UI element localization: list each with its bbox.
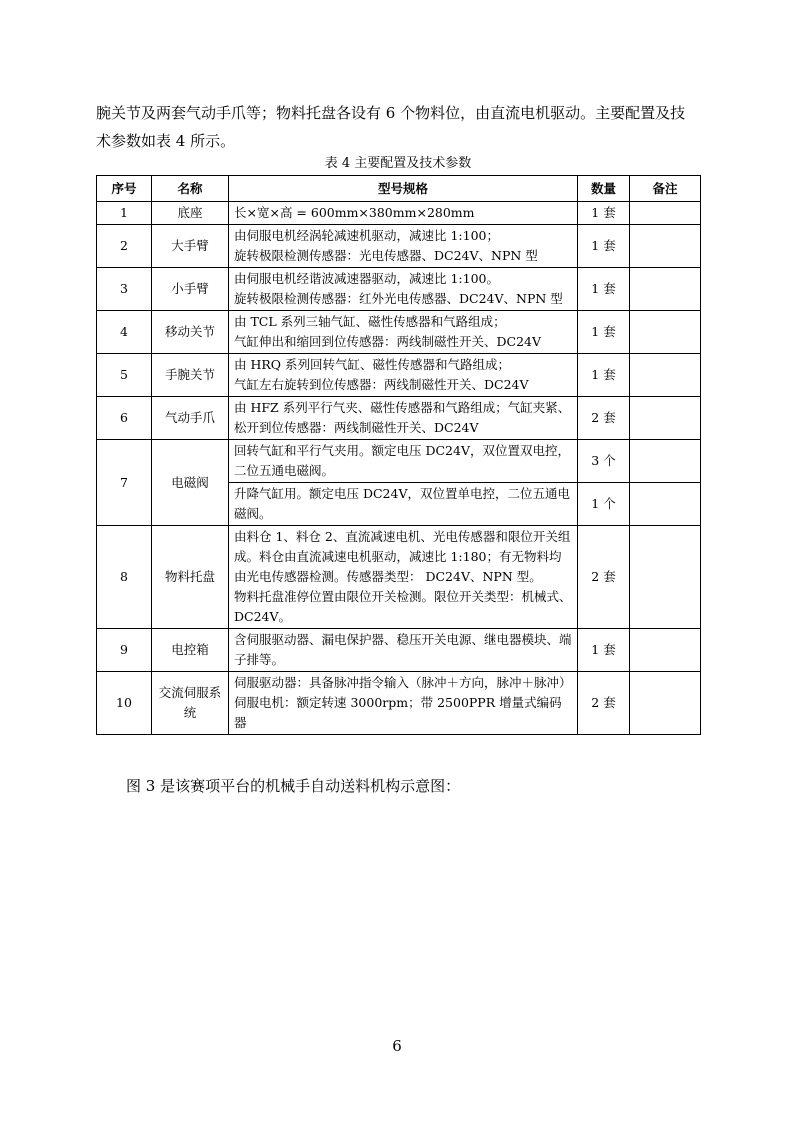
spec-line: 气缸左右旋转到位传感器：两线制磁性开关、DC24V: [234, 377, 529, 392]
table-row: [97, 268, 701, 311]
table-row: [97, 311, 701, 354]
page-number: 6: [392, 1037, 402, 1055]
row-name: 底座: [152, 202, 229, 225]
row-name: 大手臂: [152, 225, 229, 268]
spec-cell: [229, 526, 578, 629]
table-header-row: [97, 176, 701, 202]
table-body: [97, 202, 701, 735]
table-row: [97, 672, 701, 735]
row-name: 手腕关节: [152, 354, 229, 397]
figure-reference-paragraph: 图 3 是该赛项平台的机械手自动送料机构示意图：: [126, 777, 461, 795]
row-number: 10: [97, 672, 152, 735]
spec-line: 含伺服驱动器、漏电保护器、稳压开关电源、继电器模块、端子排等。: [234, 632, 572, 667]
row-number: 7: [97, 440, 152, 526]
row-number: 8: [97, 526, 152, 629]
spec-cell: [229, 672, 578, 735]
table-row: [97, 202, 701, 225]
spec-line: 伺服驱动器：具备脉冲指令输入（脉冲＋方向，脉冲＋脉冲）: [234, 675, 572, 690]
spec-line: 物料托盘准停位置由限位开关检测。限位开关类型：机械式、DC24V。: [234, 589, 572, 624]
row-quantity: 1 套: [578, 354, 630, 397]
spec-line: 由伺服电机经涡轮减速机驱动，减速比 1:100；: [234, 228, 499, 243]
spec-cell: [229, 225, 578, 268]
row-note: [630, 268, 701, 311]
row-name: 移动关节: [152, 311, 229, 354]
spec-line: 由 TCL 系列三轴气缸、磁性传感器和气路组成；: [234, 314, 506, 329]
spec-line: 由料仓 1、料仓 2、直流减速电机、光电传感器和限位开关组成。料仓由直流减速电机驱动，减速比 1:180；有无物料均由光电传感器检测。传感器类型： DC24V、NPN 型。: [234, 529, 571, 584]
table-caption: 表 4 主要配置及技术参数: [324, 156, 472, 171]
row-name: 物料托盘: [152, 526, 229, 629]
spec-line: 旋转极限检测传感器：红外光电传感器、DC24V、NPN 型: [234, 291, 563, 306]
row-note: [630, 354, 701, 397]
spec-cell: [229, 440, 578, 483]
row-name: 气动手爪: [152, 397, 229, 440]
row-note: [630, 526, 701, 629]
row-name: 交流伺服系统: [152, 672, 229, 735]
row-quantity: 1 套: [578, 225, 630, 268]
table-row: [97, 397, 701, 440]
row-quantity: 1 套: [578, 202, 630, 225]
spec-line: 伺服电机：额定转速 3000rpm；带 2500PPR 增量式编码器: [234, 695, 562, 730]
spec-line: 旋转极限检测传感器：光电传感器、DC24V、NPN 型: [234, 248, 538, 263]
row-quantity: 1 套: [578, 629, 630, 672]
row-note: [630, 397, 701, 440]
spec-cell: [229, 397, 578, 440]
header-qty: 数量: [578, 176, 630, 202]
table-row: [97, 440, 701, 483]
row-note: [630, 311, 701, 354]
table-row: [97, 526, 701, 629]
spec-line: 由 HRQ 系列回转气缸、磁性传感器和气路组成；: [234, 357, 511, 372]
spec-line: 由伺服电机经谐波减速器驱动，减速比 1:100。: [234, 271, 499, 286]
spec-cell: [229, 483, 578, 526]
spec-cell: [229, 354, 578, 397]
table-row: [97, 225, 701, 268]
row-quantity: 1 个: [578, 483, 630, 526]
row-name: 电控箱: [152, 629, 229, 672]
row-number: 2: [97, 225, 152, 268]
row-quantity: 3 个: [578, 440, 630, 483]
row-quantity: 2 套: [578, 672, 630, 735]
spec-line: 升降气缸用。额定电压 DC24V，双位置单电控，二位五通电磁阀。: [234, 486, 570, 521]
row-number: 4: [97, 311, 152, 354]
row-quantity: 1 套: [578, 311, 630, 354]
table-row: [97, 629, 701, 672]
row-note: [630, 202, 701, 225]
row-number: 5: [97, 354, 152, 397]
row-number: 1: [97, 202, 152, 225]
header-spec: 型号规格: [229, 176, 578, 202]
row-note: [630, 440, 701, 483]
spec-cell: [229, 202, 578, 225]
spec-line: 回转气缸和平行气夹用。额定电压 DC24V，双位置双电控，二位五通电磁阀。: [234, 443, 570, 478]
row-number: 3: [97, 268, 152, 311]
spec-cell: [229, 268, 578, 311]
intro-paragraph: 腕关节及两套气动手爪等；物料托盘各设有 6 个物料位，由直流电机驱动。主要配置及技术参数如表 4 所示。: [96, 104, 686, 150]
spec-table: [96, 175, 701, 735]
row-number: 9: [97, 629, 152, 672]
spec-line: 气缸伸出和缩回到位传感器：两线制磁性开关、DC24V: [234, 334, 542, 349]
table-row: [97, 354, 701, 397]
row-name: 电磁阀: [152, 440, 229, 526]
row-note: [630, 672, 701, 735]
spec-cell: [229, 629, 578, 672]
spec-line: 长×宽×高 = 600mm×380mm×280mm: [234, 205, 475, 220]
row-quantity: 1 套: [578, 268, 630, 311]
header-note: 备注: [630, 176, 701, 202]
row-quantity: 2 套: [578, 397, 630, 440]
row-note: [630, 629, 701, 672]
row-note: [630, 225, 701, 268]
header-no: 序号: [97, 176, 152, 202]
row-note: [630, 483, 701, 526]
row-number: 6: [97, 397, 152, 440]
spec-cell: [229, 311, 578, 354]
row-quantity: 2 套: [578, 526, 630, 629]
spec-line: 由 HFZ 系列平行气夹、磁性传感器和气路组成；气缸夹紧、松开到位传感器：两线制磁性开关、DC24V: [234, 400, 571, 435]
header-name: 名称: [152, 176, 229, 202]
row-name: 小手臂: [152, 268, 229, 311]
